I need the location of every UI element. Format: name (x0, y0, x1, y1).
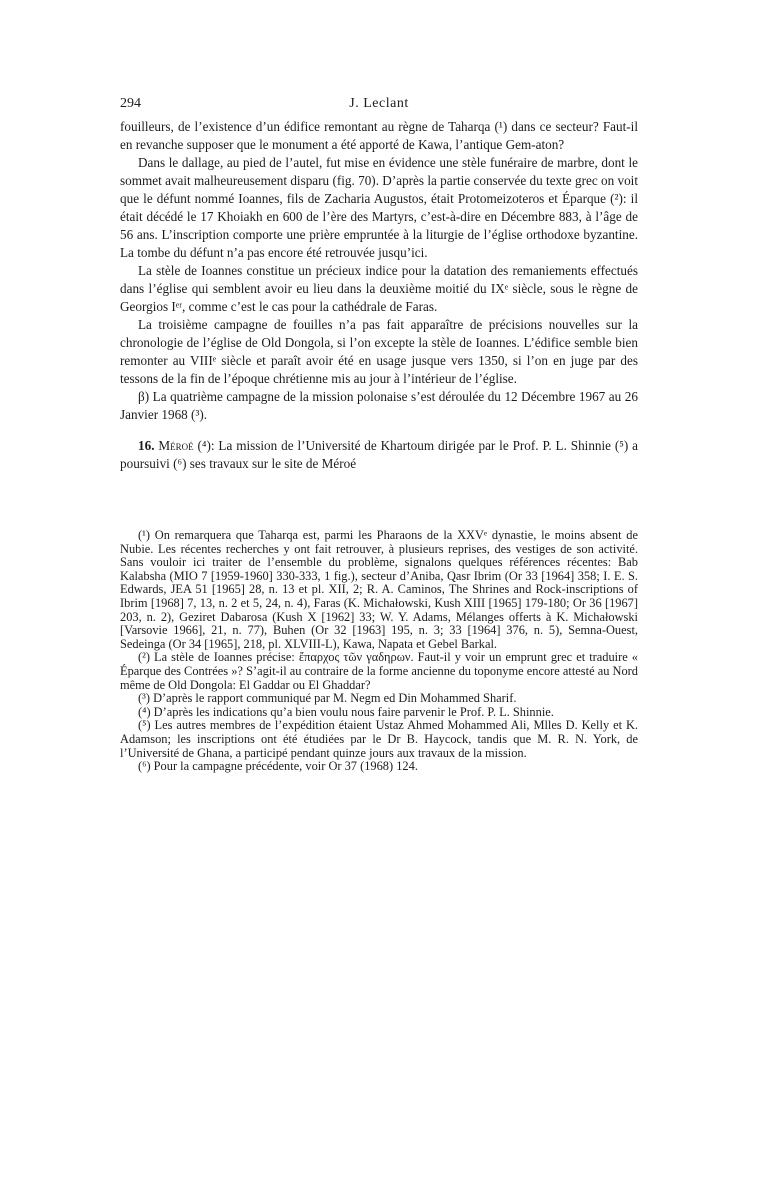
section-16-paragraph (120, 437, 638, 473)
running-head: J. Leclant (349, 96, 409, 111)
paragraph: fouilleurs, de l’existence d’un édifice remontant au règne de Taharqa (¹) dans ce secteur? Faut-il en revanche supposer que le monument a été apporté de Kawa, l’antique Gem-aton? (120, 119, 638, 152)
footnote: (³) D’après le rapport communiqué par M. Negm ed Din Mohammed Sharif. (138, 691, 517, 706)
footnote: (¹) On remarquera que Taharqa est, parmi les Pharaons de la XXVᵉ dynastie, le moins absent de Nubie. Les récentes recherches y ont fait retrouver, à plusieurs reprises, des vestiges de son activité. Sans vouloir ici traiter de l’ensemble du problème, signalons quelques références récentes: Bab Kalabsha (MIO 7 [1959-1960] 330-333, 1 fig.), secteur d’Aniba, Qasr Ibrim (Or 33 [1964] 358; I. E. S. Edwards, JEA 51 [1965] 28, n. 13 et pl. XII, 2; R. A. Caminos, The Shrines and Rock-inscriptions of Ibrim [1968] 7, 13, n. 2 et 5, 24, n. 4), Faras (K. Michałowski, Kush XIII [1965] 179-180; Or 36 [1967] 203, n. 2), Geziret Dabarosa (Kush X [1962] 33; W. Y. Adams, Mélanges offerts à K. Michałowski [Varsovie 1966], 21, n. 77), Buhen (Or 32 [1963] 195, n. 3; 33 [1964] 376, n. 5), Semna-Ouest, Sedeinga (Or 34 [1965], 218, pl. XLVIII-L), Kawa, Napata et Gebel Barkal. (120, 528, 638, 651)
page-header (120, 96, 638, 118)
footnote: (⁶) Pour la campagne précédente, voir Or 37 (1968) 124. (138, 759, 418, 774)
section-title: Méroé (158, 438, 194, 453)
paragraph: La troisième campagne de fouilles n’a pas fait apparaître de précisions nouvelles sur la chronologie de l’église de Old Dongola, si l’on excepte la stèle de Ioannes. L’édifice semble bien remonter au VIIIᵉ siècle et paraît avoir été en usage jusque vers 1350, si l’on en juge par des tessons de la fin de l’époque chrétienne mis au jour à l’intérieur de l’église. (120, 317, 638, 386)
paragraph: La stèle de Ioannes constitue un précieux indice pour la datation des remaniements effectués dans l’église qui semblent avoir eu lieu dans la deuxième moitié du IXᵉ siècle, sous le règne de Georgios Iᵉʳ, comme c’est le cas pour la cathédrale de Faras. (120, 263, 638, 314)
footnote: (⁵) Les autres membres de l’expédition étaient Ustaz Ahmed Mohammed Ali, Mlles D. Kelly et K. Adamson; les inscriptions ont été étudiées par le Dr B. Haycock, tandis que M. R. N. York, de l’Université de Ghana, a participé pendant quinze jours aux travaux de la mission. (120, 718, 638, 760)
main-text (120, 118, 638, 473)
paragraph: β) La quatrième campagne de la mission polonaise s’est déroulée du 12 Décembre 1967 au 26 Janvier 1968 (³). (120, 389, 638, 422)
footnote: (²) La stèle de Ioannes précise: ἔπαρχος τῶν γαδηρων. Faut-il y voir un emprunt grec et traduire « Éparque des Contrées »? S’agit-il au contraire de la forme ancienne du toponyme encore attesté au Nord même de Old Dongola: El Gaddar ou El Ghaddar? (120, 650, 638, 692)
footnotes (120, 529, 638, 774)
section-text: (⁴): La mission de l’Université de Khartoum dirigée par le Prof. P. L. Shinnie (⁵) a poursuivi (⁶) ses travaux sur le site de Méroé (120, 438, 639, 471)
section-number: 16. (138, 438, 155, 453)
footnote: (⁴) D’après les indications qu’a bien voulu nous faire parvenir le Prof. P. L. Shinnie. (138, 704, 554, 719)
paragraph: Dans le dallage, au pied de l’autel, fut mise en évidence une stèle funéraire de marbre, dont le sommet avait malheureusement disparu (fig. 70). D’après la partie conservée du texte grec on voit que le défunt nommé Ioannes, fils de Zacharia Augustos, était Protomeizoteros et Éparque (²): il était décédé le 17 Khoiakh en 600 de l’ère des Martyrs, c’est-à-dire en Décembre 883, à l’âge de 56 ans. L’inscription comporte une prière empruntée à la liturgie de l’église orthodoxe byzantine. La tombe du défunt n’a pas encore été retrouvée jusqu’ici. (120, 155, 638, 260)
page-number: 294 (120, 96, 141, 111)
page (120, 96, 638, 774)
notes-gap (120, 473, 638, 529)
